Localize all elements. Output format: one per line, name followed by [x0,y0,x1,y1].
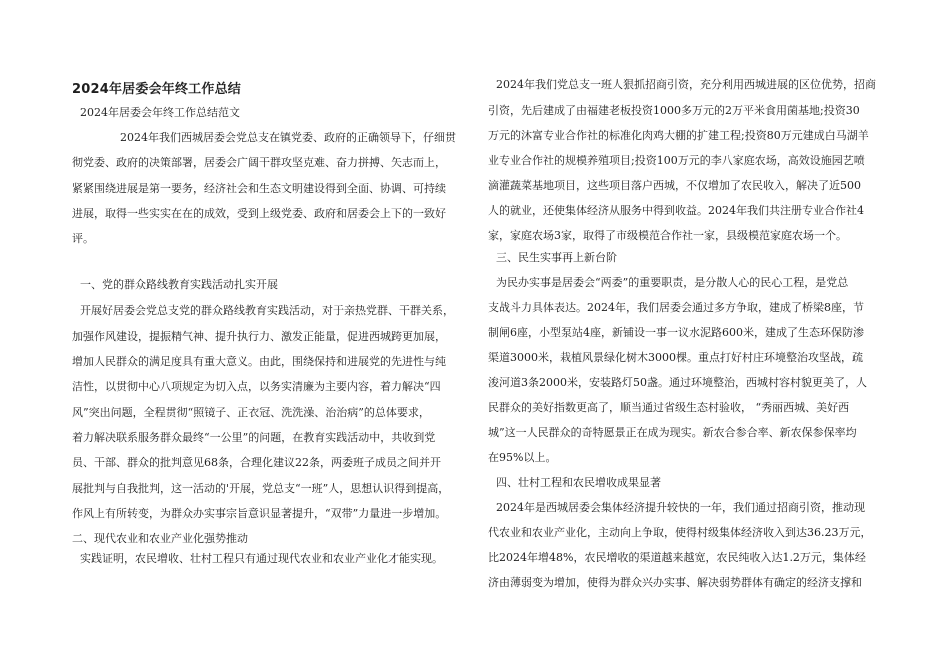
paragraph-line: 开展好居委会党总支党的群众路线教育实践活动，对于亲热党群、干群关系， [80,304,454,317]
section-heading: 四、壮村工程和农民增收成果显著 [496,476,661,489]
section-heading: 一、党的群众路线教育实践活动扎实开展 [80,278,278,291]
paragraph-line: 增加人民群众的满足度具有重大意义。由此，围绕保持和进展党的先进性与纯 [72,355,446,368]
paragraph-line: 人的就业，还使集体经济从服务中得到收益。2024年我们共注册专业合作社4 [488,204,864,217]
paragraph-line: 2024年我们西城居委会党总支在镇党委、政府的正确领导下，仔细贯 [120,131,456,144]
paragraph-line: 员、干部、群众的批判意见68条，合理化建议22条，两委班子成员之间并开 [72,456,441,469]
paragraph-line: 业专业合作社的规模养殖项目;投资100万元的李八家庭农场，高效设施园艺喷 [488,154,865,167]
paragraph-line: 为民办实事是居委会“两委”的重要职责，是分散人心的民心工程，是党总 [496,276,849,289]
paragraph-line: 二、现代农业和农业产业化强势推动 [72,532,248,545]
paragraph-line: 济由薄弱变为增加，使得为群众兴办实事、解决弱势群体有确定的经济支撑和 [488,576,862,589]
paragraph-line: 制闸6座，小型泵站4座，新铺设一事一议水泥路600米，建成了生态环保防渗 [488,326,864,339]
subtitle-line: 2024年居委会年终工作总结范文 [80,106,240,119]
paragraph-line: 着力解决联系服务群众最终“一公里”的问题，在教育实践活动中，共收到党 [72,431,436,444]
paragraph-line: 渠道3000米，栽植风景绿化树木3000棵。重点打好村庄环境整治攻坚战，疏 [488,351,863,364]
paragraph-line: 城”这一人民群众的奇特愿景正在成为现实。新农合参合率、新农保参保率均 [488,426,857,439]
paragraph-line: 彻党委、政府的决策部署，居委会广阔干群攻坚克难、奋力拼搏、矢志而上， [72,156,446,169]
paragraph-line: 紧紧围绕进展是第一要务，经济社会和生态文明建设得到全面、协调、可持续 [72,182,446,195]
paragraph-line: 作风上有所转变，为群众办实事宗旨意识显著提升，“双带”力量进一步增加。 [72,507,447,520]
paragraph-line: 风”突出问题，全程贯彻“照镜子、正衣冠、洗洗澡、治治病”的总体要求， [72,406,430,419]
paragraph-line: 加强作风建设，提振精气神、提升执行力、激发正能量，促进西城跨更加展， [72,330,446,343]
paragraph-line: 进展，取得一些实实在在的成效，受到上级党委、政府和居委会上下的一致好 [72,207,446,220]
section-heading: 三、民生实事再上新台阶 [496,251,617,264]
paragraph-line: 民群众的美好指数更高了，顺当通过省级生态村验收， “秀丽西城、美好西 [488,401,850,414]
paragraph-line: 2024年是西城居委会集体经济提升较快的一年，我们通过招商引资，推动现 [496,501,865,514]
paragraph-line: 评。 [72,232,94,245]
paragraph-line: 比2024年增48%，农民增收的渠道越来越宽，农民纯收入达1.2万元，集体经 [488,551,866,564]
paragraph-line: 家，家庭农场3家，取得了市级模范合作社一家，县级模范家庭农场一个。 [488,229,847,242]
document-title: 2024年居委会年终工作总结 [72,82,241,97]
paragraph-line: 在95%以上。 [488,451,557,464]
paragraph-line: 洁性，以贯彻中心八项规定为切入点，以务实清廉为主要内容，着力解决“四 [72,380,441,393]
paragraph-line: 浚河道3条2000米，安装路灯50盏。通过环境整治，西城村容村貌更美了，人 [488,376,867,389]
paragraph-line: 2024年我们党总支一班人狠抓招商引资，充分利用西城进展的区位优势，招商 [496,78,876,91]
paragraph-line: 万元的沐富专业合作社的标准化肉鸡大棚的扩建工程;投资80万元建成白马湖羊 [488,129,869,142]
paragraph-line: 滴灌蔬菜基地项目，这些项目落户西城，不仅增加了农民收入，解决了近500 [488,179,861,192]
paragraph-line: 展批判与自我批判，这一活动的'开展，党总支“一班”人，思想认识得到提高， [72,482,450,495]
section-heading: 实践证明，农民增收、壮村工程只有通过现代农业和农业产业化才能实现。 [80,552,443,565]
paragraph-line: 支战斗力具体表达。2024年，我们居委会通过多方争取，建成了桥梁8座，节 [488,301,864,314]
paragraph-line: 引资，先后建成了由福建老板投资1000多万元的2万平米食用菌基地;投资30 [488,104,860,117]
paragraph-line: 代农业和农业产业化，主动向上争取，使得村级集体经济收入到达36.23万元， [488,526,872,539]
